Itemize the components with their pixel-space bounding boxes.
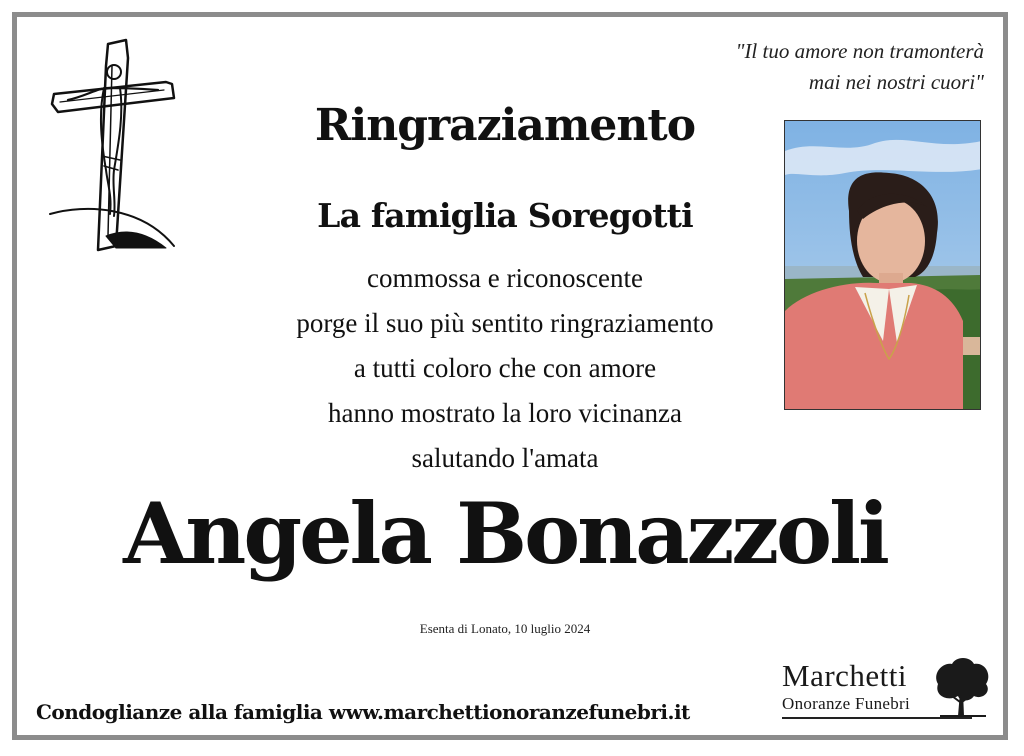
message-line: commossa e riconoscente <box>367 263 643 293</box>
tree-icon <box>930 656 992 724</box>
notice-title: Ringraziamento <box>314 100 696 151</box>
brand-subtitle: Onoranze Funebri <box>782 694 911 713</box>
portrait-photo <box>784 120 981 410</box>
crucifix-icon <box>46 36 181 268</box>
quote-line-1: "Il tuo amore non tramonterà <box>735 39 984 63</box>
quote-line-2: mai nei nostri cuori" <box>808 70 984 94</box>
deceased-name: Angela Bonazzoli <box>123 484 887 583</box>
place-date: Esenta di Lonato, 10 luglio 2024 <box>419 621 591 636</box>
condolences-footer[interactable]: Condoglianze alla famiglia www.marchettionoranzefunebri.it <box>36 700 690 724</box>
funeral-home-logo <box>780 656 1000 722</box>
message-line: porge il suo più sentito ringraziamento <box>296 308 714 338</box>
brand-name: Marchetti <box>782 658 908 693</box>
thanks-message <box>200 256 810 481</box>
family-name: La famiglia Soregotti <box>317 196 693 235</box>
message-line: a tutti coloro che con amore <box>353 353 657 383</box>
message-line: salutando l'amata <box>411 443 599 473</box>
memorial-quote <box>624 36 984 98</box>
message-line: hanno mostrato la loro vicinanza <box>328 398 682 428</box>
